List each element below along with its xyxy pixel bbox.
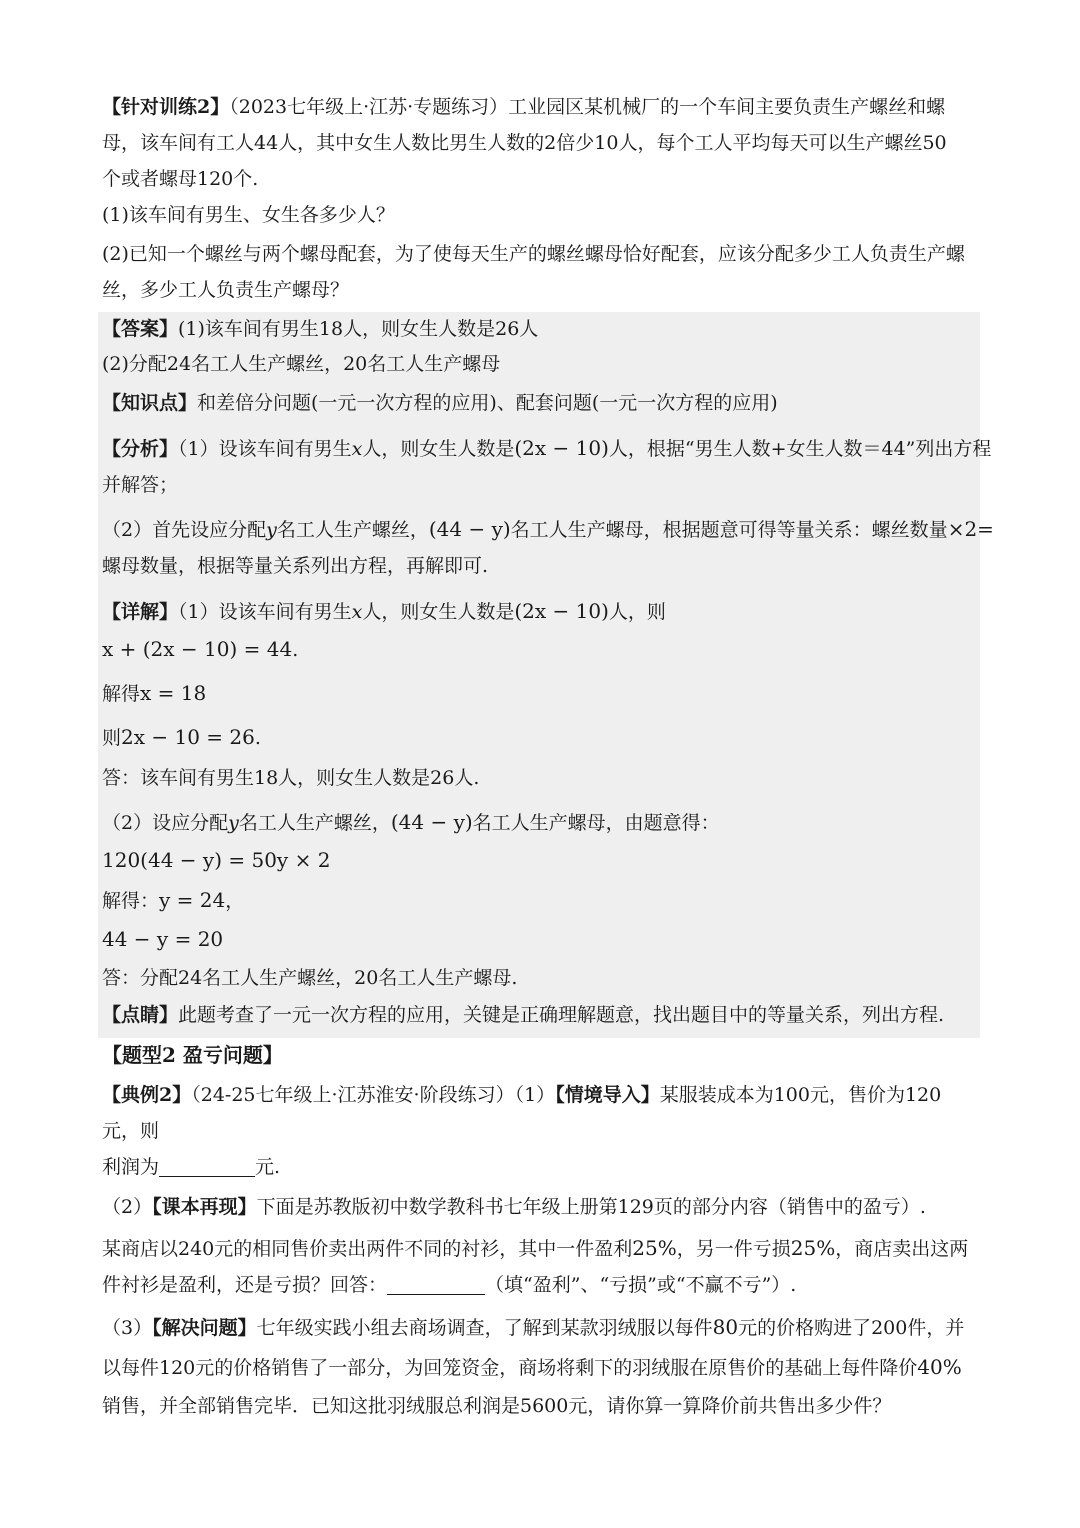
times-two: ×2 <box>947 517 978 541</box>
detail-text-1c: 人，则 <box>608 601 666 623</box>
then-line <box>102 723 1080 752</box>
knowledge-label: 【知识点】 <box>102 392 198 414</box>
price-80: 80 <box>712 1315 739 1339</box>
then-period: . <box>254 727 261 749</box>
solve-1-line <box>102 679 1080 708</box>
profit-loss-answer-blank[interactable] <box>387 1274 485 1295</box>
analysis-text-1a: （1）设该车间有男生 <box>178 438 352 460</box>
then-equation: 2x − 10 = 26 <box>121 725 255 749</box>
example-line-4 <box>102 1193 1080 1221</box>
analysis-label: 【分析】 <box>102 438 179 460</box>
solve-2-label: 解得： <box>102 890 160 912</box>
solve-1-result: x = 18 <box>140 681 207 705</box>
detail-label: 【详解】 <box>102 601 179 623</box>
example-text-6b: （填“盈利”、“亏损”或“不赢不亏”）. <box>485 1274 797 1296</box>
example-line-6 <box>102 1271 1080 1299</box>
example-text-1b: 某服装成本为100元，售价为120 <box>659 1084 942 1106</box>
example-text-7a: （3） <box>102 1317 153 1339</box>
answer-line-2: (2)分配24名工人生产螺丝，20名工人生产螺母 <box>102 353 501 375</box>
example-line-2: 元，则 <box>102 1120 160 1142</box>
percent-40: 40% <box>917 1355 962 1379</box>
answer-text-1: (1)该车间有男生18人，则女生人数是26人 <box>178 318 539 340</box>
practice-line-3: 个或者螺母120个. <box>102 168 259 190</box>
detail-text-2b: 名工人生产螺丝， <box>238 812 391 834</box>
question-1: (1)该车间有男生、女生各多少人？ <box>102 204 395 226</box>
question-2-line-2: 丝，多少工人负责生产螺母？ <box>102 279 350 301</box>
question-2-line-1: (2)已知一个螺丝与两个螺母配套，为了使每天生产的螺丝螺母恰好配套，应该分配多少工人负责生产螺 <box>102 243 965 265</box>
percent-25-loss: 25% <box>790 1236 836 1260</box>
knowledge-line <box>102 389 1080 417</box>
practice-title: 【针对训练2】 <box>102 96 230 118</box>
analysis-text-1c: 人，根据“男生人数+女生人数＝44”列出方程 <box>608 438 992 460</box>
profit-unit: 元. <box>255 1156 281 1178</box>
example-text-1a: （24-25七年级上·江苏淮安·阶段练习）（1） <box>191 1084 556 1106</box>
solve-2-comma: ， <box>225 890 245 912</box>
expr-44-minus-y: (44 − y) <box>390 810 473 834</box>
analysis-line-4: 螺母数量，根据等量关系列出方程，再解即可. <box>102 555 489 577</box>
equation-3: 44 − y = 20 <box>102 927 224 951</box>
analysis-line-3 <box>102 515 1080 544</box>
tag-scenario-intro: 【情境导入】 <box>555 1084 660 1106</box>
detail-text-1a: （1）设该车间有男生 <box>178 601 352 623</box>
example-text-6a: 件衬衫是盈利，还是亏损？回答： <box>102 1274 388 1296</box>
detail-text-2a: （2）设应分配 <box>102 812 229 834</box>
analysis-text-3c: 名工人生产螺母，根据题意可得等量关系：螺丝数量 <box>510 519 948 541</box>
example-text-5b: ，另一件亏损 <box>676 1238 791 1260</box>
section-title: 【题型2 盈亏问题】 <box>102 1043 283 1067</box>
example-text-7b: 七年级实践小组去商场调查，了解到某款羽绒服以每件 <box>256 1317 713 1339</box>
analysis-text-3b: 名工人生产螺丝， <box>276 519 429 541</box>
percent-25-profit: 25% <box>632 1236 677 1260</box>
comment-line <box>102 1001 1080 1029</box>
answer-statement-2: 答：分配24名工人生产螺丝，20名工人生产螺母. <box>102 967 518 989</box>
profit-label: 利润为 <box>102 1156 160 1178</box>
solve-2-result: y = 24 <box>159 888 226 912</box>
detail-text-2c: 名工人生产螺母，由题意得： <box>472 812 720 834</box>
var-x: x <box>351 438 363 460</box>
example-text-5c: ，商店卖出这两 <box>835 1238 969 1260</box>
example-line-8 <box>102 1353 1080 1382</box>
example-line-9: 销售，并全部销售完毕．已知这批羽绒服总利润是5600元，请你算一算降价前共售出多少件？ <box>102 1395 892 1417</box>
equation-2: 120(44 − y) = 50y × 2 <box>102 848 331 872</box>
detail-line-1 <box>102 597 1080 626</box>
profit-answer-blank[interactable] <box>159 1156 255 1177</box>
example-text-4b: 下面是苏教版初中数学教科书七年级上册第129页的部分内容（销售中的盈亏）. <box>256 1196 926 1218</box>
var-y: y <box>228 812 239 834</box>
tag-textbook: 【课本再现】 <box>152 1196 257 1218</box>
detail-text-1b: 人，则女生人数是 <box>362 601 515 623</box>
solve-2-line <box>102 886 1080 915</box>
example-label: 【典例2】 <box>102 1084 192 1106</box>
answer-label: 【答案】 <box>102 318 179 340</box>
example-text-5a: 某商店以240元的相同售价卖出两件不同的衬衫，其中一件盈利 <box>102 1238 633 1260</box>
analysis-line-2: 并解答； <box>102 474 179 496</box>
equals-sign: = <box>977 517 994 541</box>
solve-1-label: 解得 <box>102 683 141 705</box>
equation-2-line <box>102 846 1080 875</box>
expr-44-minus-y: (44 − y) <box>428 517 511 541</box>
equation-1-line <box>102 635 1080 664</box>
practice-text-1: （2023七年级上·江苏·专题练习）工业园区某机械厂的一个车间主要负责生产螺丝和螺 <box>229 96 946 118</box>
detail-line-2 <box>102 808 1080 837</box>
analysis-text-1b: 人，则女生人数是 <box>362 438 515 460</box>
example-line-5 <box>102 1234 1080 1263</box>
analysis-text-3a: （2）首先设应分配 <box>102 519 267 541</box>
comment-label: 【点睛】 <box>102 1004 179 1026</box>
tag-solve-problem: 【解决问题】 <box>152 1317 257 1339</box>
then-label: 则 <box>102 727 122 749</box>
var-y: y <box>266 519 277 541</box>
practice-line-1 <box>102 93 1080 121</box>
expr-2x-minus-10: (2x − 10) <box>514 599 609 623</box>
knowledge-text: 和差倍分问题(一元一次方程的应用)、配套问题(一元一次方程的应用) <box>197 392 778 414</box>
practice-line-2: 母，该车间有工人44人，其中女生人数比男生人数的2倍少10人，每个工人平均每天可以生产螺丝50 <box>102 132 947 154</box>
answer-line-1 <box>102 315 1080 343</box>
example-line-7 <box>102 1313 1080 1342</box>
expr-2x-minus-10: (2x − 10) <box>514 436 609 460</box>
example-text-8a: 以每件120元的价格销售了一部分，为回笼资金，商场将剩下的羽绒服在原售价的基础上每件降价 <box>102 1357 918 1379</box>
equation-1: x + (2x − 10) = 44 <box>102 637 293 661</box>
example-text-7c: 元的价格购进了200件，并 <box>738 1317 965 1339</box>
equation-1-period: . <box>292 639 299 661</box>
equation-3-line <box>102 925 1080 954</box>
example-text-4a: （2） <box>102 1196 153 1218</box>
analysis-line-1 <box>102 434 1080 463</box>
comment-text: 此题考查了一元一次方程的应用，关键是正确理解题意，找出题目中的等量关系，列出方程. <box>178 1004 945 1026</box>
example-line-1 <box>102 1081 1080 1109</box>
example-line-3 <box>102 1153 1080 1181</box>
answer-statement-1: 答：该车间有男生18人，则女生人数是26人. <box>102 767 480 789</box>
var-x: x <box>351 601 363 623</box>
